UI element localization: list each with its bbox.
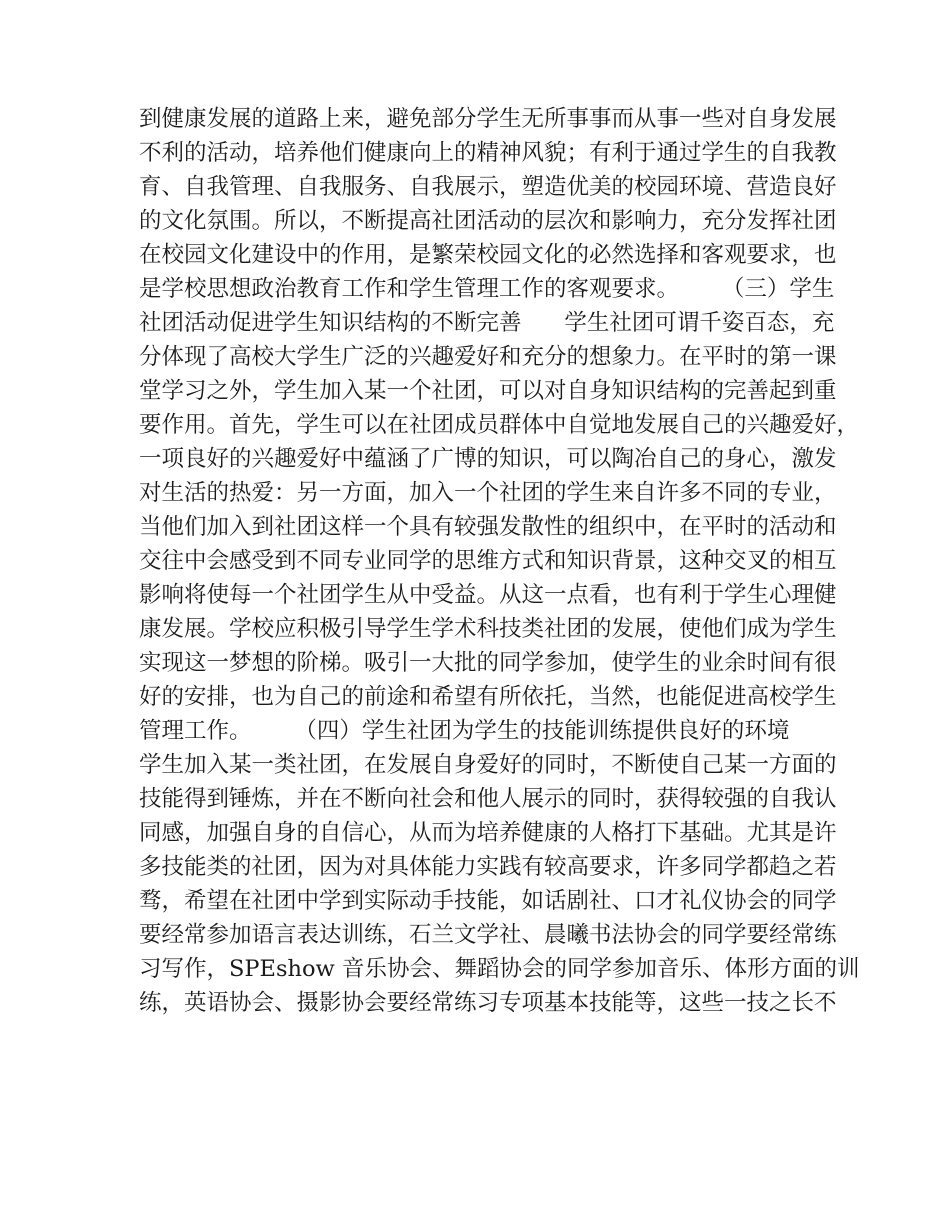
text-line: 当他们加入到社团这样一个具有较强发散性的组织中，在平时的活动和 [139, 514, 837, 540]
text-line: 不利的活动，培养他们健康向上的精神风貌；有利于通过学生的自我教 [139, 140, 837, 166]
text-line: 技能得到锤炼，并在不断向社会和他人展示的同时，获得较强的自我认 [139, 786, 837, 812]
text-line: 多技能类的社团，因为对具体能力实践有较高要求，许多同学都趋之若 [139, 854, 837, 880]
text-line: 育、自我管理、自我服务、自我展示，塑造优美的校园环境、营造良好 [139, 174, 837, 200]
text-line: 社团活动促进学生知识结构的不断完善 学生社团可谓千姿百态，充 [139, 310, 835, 336]
text-line: 骛，希望在社团中学到实际动手技能，如话剧社、口才礼仪协会的同学 [139, 888, 837, 914]
text-line: 同感，加强自身的自信心，从而为培养健康的人格打下基础。尤其是许 [139, 820, 837, 846]
text-line: 到健康发展的道路上来，避免部分学生无所事事而从事一些对自身发展 [139, 106, 837, 132]
text-line: 练，英语协会、摄影协会要经常练习专项基本技能等，这些一技之长不 [139, 990, 837, 1016]
text-line: 要经常参加语言表达训练，石兰文学社、晨曦书法协会的同学要经常练 [139, 922, 837, 948]
text-line: 实现这一梦想的阶梯。吸引一大批的同学参加，使学生的业余时间有很 [139, 650, 837, 676]
text-line: 堂学习之外，学生加入某一个社团，可以对自身知识结构的完善起到重 [139, 378, 837, 404]
text-line: 分体现了高校大学生广泛的兴趣爱好和充分的想象力。在平时的第一课 [139, 344, 837, 370]
text-line: 影响将使每一个社团学生从中受益。从这一点看，也有利于学生心理健 [139, 582, 837, 608]
text-line: 康发展。学校应积极引导学生学术科技类社团的发展，使他们成为学生 [139, 616, 837, 642]
text-line: 要作用。首先，学生可以在社团成员群体中自觉地发展自己的兴趣爱好， [139, 412, 860, 438]
text-line: 在校园文化建设中的作用，是繁荣校园文化的必然选择和客观要求，也 [139, 242, 837, 268]
text-line: 好的安排，也为自己的前途和希望有所依托，当然，也能促进高校学生 [139, 684, 837, 710]
text-line: 学生加入某一类社团，在发展自身爱好的同时，不断使自己某一方面的 [139, 752, 837, 778]
text-line: 习写作，SPEshow 音乐协会、舞蹈协会的同学参加音乐、体形方面的训 [139, 956, 860, 982]
text-line: 对生活的热爱：另一方面，加入一个社团的学生来自许多不同的专业， [139, 480, 837, 506]
text-line: 交往中会感受到不同专业同学的思维方式和知识背景，这种交叉的相互 [139, 548, 837, 574]
body-text [139, 102, 860, 1020]
text-line: 是学校思想政治教育工作和学生管理工作的客观要求。 （三）学生 [139, 276, 835, 302]
text-line: 的文化氛围。所以，不断提高社团活动的层次和影响力，充分发挥社团 [139, 208, 837, 234]
text-line: 管理工作。 （四）学生社团为学生的技能训练提供良好的环境 [139, 718, 790, 744]
text-line: 一项良好的兴趣爱好中蕴涵了广博的知识，可以陶冶自己的身心，激发 [139, 446, 837, 472]
